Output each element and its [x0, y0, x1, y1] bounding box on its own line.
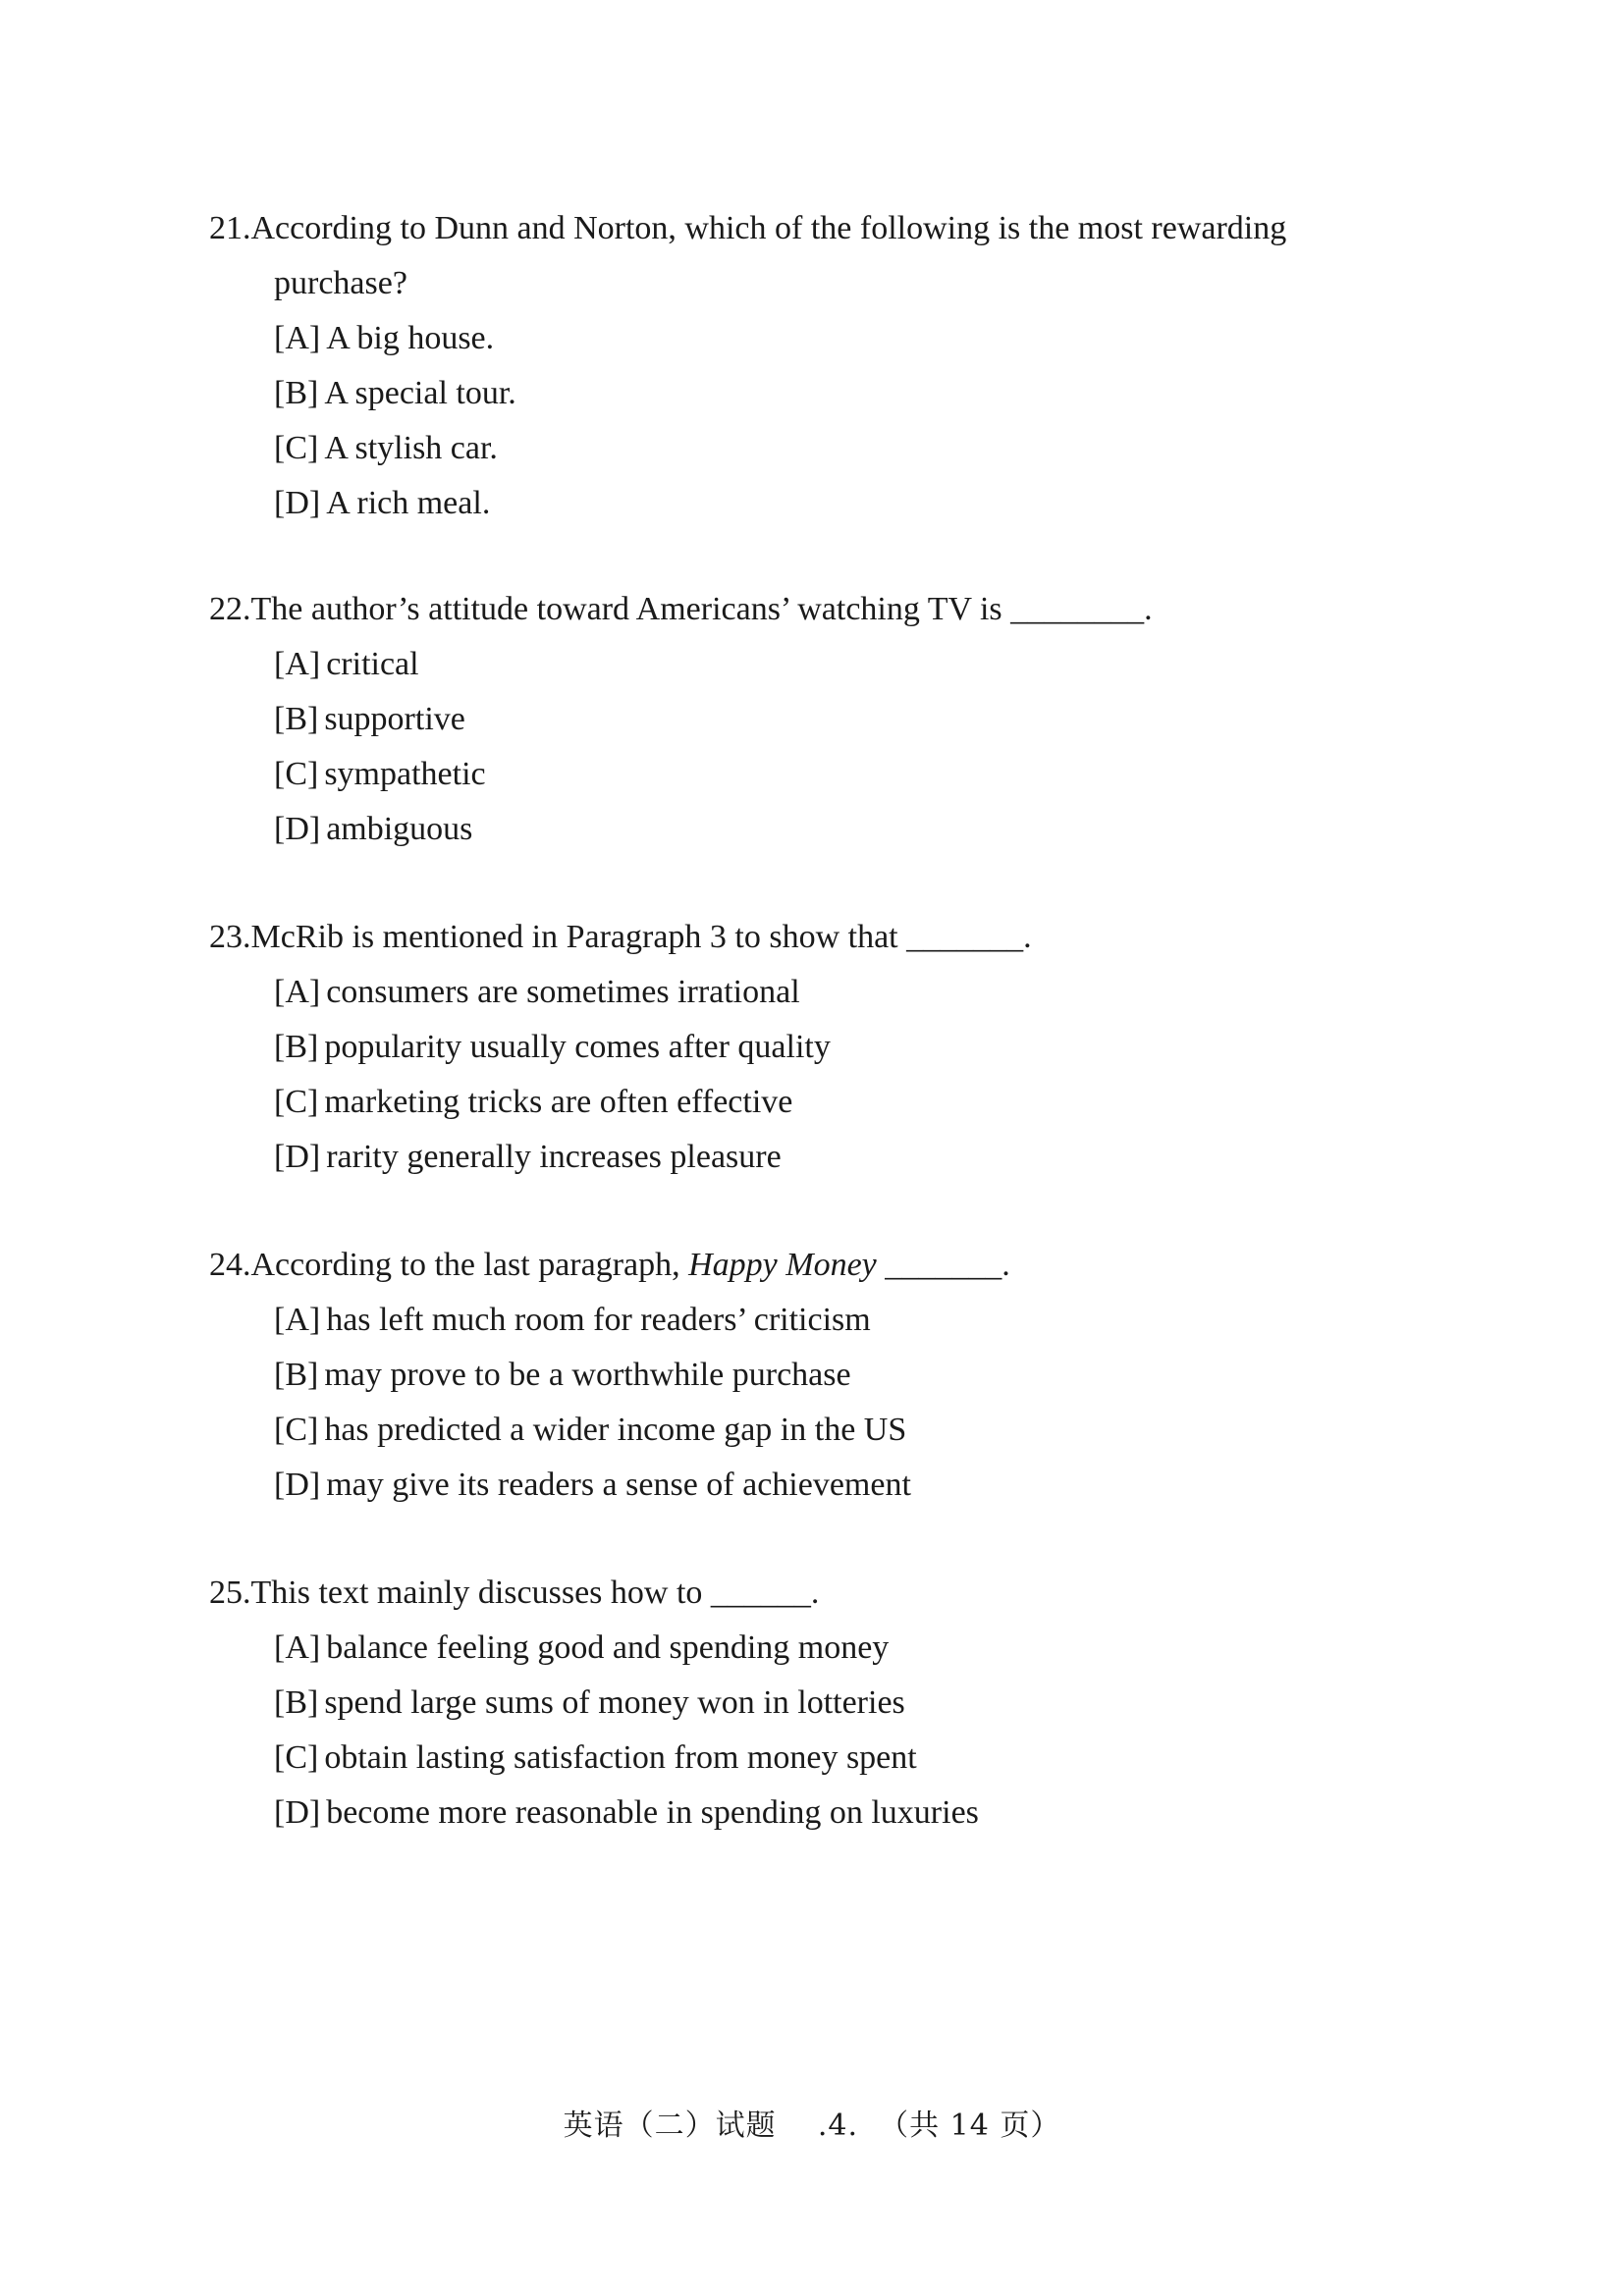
option-c[interactable]	[274, 1403, 1419, 1458]
question-23	[209, 910, 1419, 1185]
question-text-continued: purchase?	[274, 265, 407, 301]
option-letter: [B]	[274, 375, 319, 411]
question-stem	[209, 582, 1419, 637]
book-title: Happy Money	[688, 1247, 877, 1283]
option-text: A rich meal.	[326, 485, 491, 521]
option-letter: [C]	[274, 430, 319, 466]
option-list	[209, 637, 1419, 857]
option-text: has left much room for readers’ criticism	[326, 1302, 871, 1338]
option-letter: [C]	[274, 1412, 319, 1448]
option-c[interactable]	[274, 421, 1419, 476]
option-text: sympathetic	[324, 756, 486, 792]
question-number: 24.	[209, 1247, 251, 1283]
exam-title: 英语（二）试题	[563, 2109, 777, 2143]
option-list	[209, 1621, 1419, 1841]
option-text: A big house.	[326, 320, 495, 356]
option-text: may give its readers a sense of achievement	[326, 1467, 911, 1503]
option-text: popularity usually comes after quality	[324, 1029, 831, 1065]
option-letter: [C]	[274, 1739, 319, 1776]
option-d[interactable]	[274, 802, 1419, 857]
option-letter: [D]	[274, 1139, 321, 1175]
option-d[interactable]	[274, 1458, 1419, 1513]
question-25	[209, 1566, 1419, 1841]
option-text: critical	[326, 646, 419, 682]
page-total: （共 14 页）	[879, 2109, 1061, 2143]
option-letter: [D]	[274, 485, 321, 521]
question-text: The author’s attitude toward Americans’ watching TV is ________.	[250, 591, 1153, 627]
option-text: A stylish car.	[324, 430, 498, 466]
option-text: may prove to be a worthwhile purchase	[324, 1357, 851, 1393]
option-letter: [A]	[274, 1629, 321, 1666]
question-number: 25.	[209, 1575, 251, 1611]
option-letter: [B]	[274, 1029, 319, 1065]
question-stem	[209, 910, 1419, 965]
option-text: spend large sums of money won in lotteries	[324, 1684, 905, 1721]
option-a[interactable]	[274, 1621, 1419, 1676]
option-a[interactable]	[274, 965, 1419, 1020]
option-a[interactable]	[274, 637, 1419, 692]
option-letter: [A]	[274, 320, 321, 356]
question-stem	[209, 201, 1419, 256]
option-letter: [A]	[274, 646, 321, 682]
option-b[interactable]	[274, 366, 1419, 421]
question-text	[251, 1238, 1420, 1293]
option-list	[209, 965, 1419, 1185]
option-text: marketing tricks are often effective	[324, 1084, 793, 1120]
option-a[interactable]	[274, 311, 1419, 366]
option-text: rarity generally increases pleasure	[326, 1139, 782, 1175]
question-stem	[209, 1566, 1419, 1621]
question-text-blank: _______.	[885, 1247, 1010, 1283]
option-text: has predicted a wider income gap in the US	[324, 1412, 907, 1448]
option-letter: [B]	[274, 701, 319, 737]
question-text-before: According to the last paragraph,	[250, 1247, 680, 1283]
option-text: supportive	[324, 701, 465, 737]
option-letter: [D]	[274, 1794, 321, 1831]
option-a[interactable]	[274, 1293, 1419, 1348]
option-text: become more reasonable in spending on luxuries	[326, 1794, 979, 1831]
option-text: ambiguous	[326, 811, 473, 847]
question-21	[209, 201, 1419, 531]
option-b[interactable]	[274, 1348, 1419, 1403]
question-number: 23.	[209, 919, 251, 955]
option-text: obtain lasting satisfaction from money spent	[324, 1739, 917, 1776]
option-text: consumers are sometimes irrational	[326, 974, 800, 1010]
question-24	[209, 1238, 1419, 1513]
option-letter: [A]	[274, 1302, 321, 1338]
option-list	[209, 311, 1419, 531]
page-footer	[0, 2107, 1624, 2146]
question-text: McRib is mentioned in Paragraph 3 to show that _______.	[250, 919, 1032, 955]
option-letter: [B]	[274, 1357, 319, 1393]
option-letter: [D]	[274, 811, 321, 847]
option-text: A special tour.	[324, 375, 516, 411]
option-letter: [D]	[274, 1467, 321, 1503]
option-b[interactable]	[274, 1020, 1419, 1075]
option-letter: [B]	[274, 1684, 319, 1721]
option-d[interactable]	[274, 1786, 1419, 1841]
option-list	[209, 1293, 1419, 1513]
question-number: 22.	[209, 591, 251, 627]
option-c[interactable]	[274, 747, 1419, 802]
option-letter: [C]	[274, 756, 319, 792]
question-number: 21.	[209, 210, 251, 246]
option-d[interactable]	[274, 1130, 1419, 1185]
question-22	[209, 582, 1419, 857]
question-text: According to Dunn and Norton, which of the following is the most rewarding	[250, 210, 1287, 246]
option-letter: [C]	[274, 1084, 319, 1120]
option-d[interactable]	[274, 476, 1419, 531]
option-text: balance feeling good and spending money	[326, 1629, 890, 1666]
option-b[interactable]	[274, 1676, 1419, 1731]
page-number: .4.	[817, 2109, 858, 2143]
question-stem	[209, 1238, 1419, 1293]
option-b[interactable]	[274, 692, 1419, 747]
option-c[interactable]	[274, 1075, 1419, 1130]
question-text: This text mainly discusses how to ______.	[250, 1575, 820, 1611]
option-c[interactable]	[274, 1731, 1419, 1786]
option-letter: [A]	[274, 974, 321, 1010]
